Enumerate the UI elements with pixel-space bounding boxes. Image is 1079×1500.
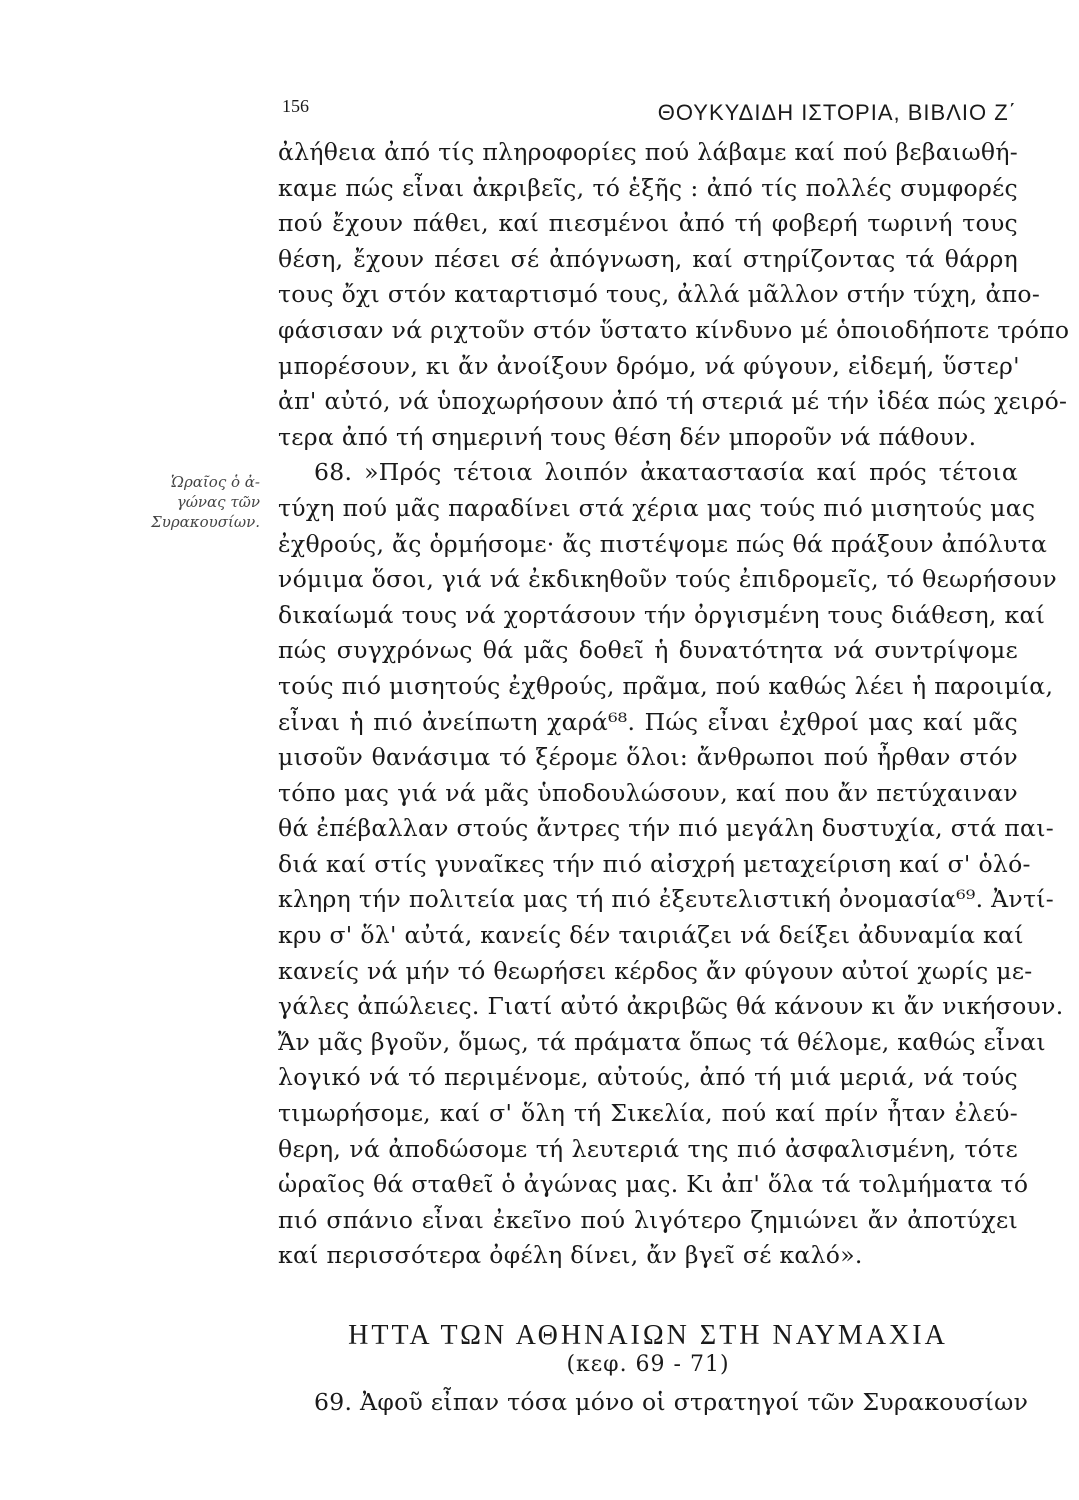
text-line: διά καί στίς γυναῖκες τήν πιό αἰσχρή μεταχείριση καί σ' ὁλό- [278,849,1031,878]
text-line: μπορέσουν, κι ἄν ἀνοίξουν δρόμο, νά φύγουν, εἰδεμή, ὕστερ' [278,351,1020,380]
text-line: θερη, νά ἀποδώσομε τή λευτεριά της πιό ἀσφαλισμένη, τότε [278,1134,1018,1163]
text-line: κανείς νά μήν τό θεωρήσει κέρδος ἄν φύγουν αὐτοί χωρίς με- [278,956,1033,985]
text-line: ἀπ' αὐτό, νά ὑποχωρήσουν ἀπό τή στεριά μέ τήν ἰδέα πώς χειρό- [278,387,1068,416]
margin-note-line: Ὡραῖος ὁ ἀ- [170,473,260,491]
text-line: κρυ σ' ὅλ' αὐτά, κανείς δέν ταιριάζει νά δείξει ἀδυναμία καί [278,921,1024,950]
text-line: φάσισαν νά ριχτοῦν στόν ὕστατο κίνδυνο μέ ὁποιοδήποτε τρόπο [278,315,1070,344]
margin-note-line: Συρακουσίων. [151,513,260,531]
body-text [278,135,1070,1274]
text-line: εἶναι ἡ πιό ἀνείπωτη χαρά⁶⁸. Πώς εἶναι ἐχθροί μας καί μᾶς [278,707,1018,736]
text-line: θέση, ἔχουν πέσει σέ ἀπόγνωση, καί στηρίζοντας τά θάρρη [278,244,1018,273]
margin-note [80,472,260,532]
running-head: ΘΟΥΚΥΔΙΔΗ ΙΣΤΟΡΙΑ, ΒΙΒΛΙΟ Ζ΄ [657,100,1017,125]
text-line: μισοῦν θανάσιμα τό ξέρομε ὅλοι: ἄνθρωποι πού ἦρθαν στόν [278,743,1018,772]
paragraph-start-line: 68. »Πρός τέτοια λοιπόν ἀκαταστασία καί πρός τέτοια [314,458,1018,487]
text-line: τους ὄχι στόν καταρτισμό τους, ἀλλά μᾶλλον στήν τύχη, ἀπο- [278,280,1041,309]
text-line: λογικό νά τό περιμένομε, αὐτούς, ἀπό τή μιά μεριά, νά τούς [278,1063,1018,1092]
next-paragraph [278,1385,1029,1421]
text-line: δικαίωμά τους νά χορτάσουν τήν ὀργισμένη τους διάθεση, καί [278,600,1046,629]
paragraph-start-line: 69. Ἀφοῦ εἶπαν τόσα μόνο οἱ στρατηγοί τῶν Συρακουσίων [314,1388,1029,1416]
section-title: ΗΤΤΑ ΤΩΝ ΑΘΗΝΑΙΩΝ ΣΤΗ ΝΑΥΜΑΧΙΑ [348,1320,948,1351]
text-line: πού ἔχουν πάθει, καί πιεσμένοι ἀπό τή φοβερή τωρινή τους [278,209,1018,238]
text-line: γάλες ἀπώλειες. Γιατί αὐτό ἀκριβῶς θά κάνουν κι ἄν νικήσουν. [278,992,1064,1021]
text-line: ἐχθρούς, ἄς ὁρμήσομε· ἄς πιστέψομε πώς θά πράξουν ἀπόλυτα [278,529,1048,558]
text-line: πιό σπάνιο εἶναι ἐκεῖνο πού λιγότερο ζημιώνει ἄν ἀποτύχει [278,1205,1018,1234]
page-header [282,96,1017,132]
margin-note-line: γώνας τῶν [176,493,260,511]
text-line: πώς συγχρόνως θά μᾶς δοθεῖ ἡ δυνατότητα νά συντρίψομε [278,636,1018,665]
text-line: κληρη τήν πολιτεία μας τή πιό ἐξευτελιστική ὀνομασία⁶⁹. Ἀντί- [278,885,1055,914]
page-number: 156 [282,96,309,116]
text-line: τύχη πού μᾶς παραδίνει στά χέρια μας τούς πιό μισητούς μας [278,493,1036,522]
text-line: καί περισσότερα ὀφέλη δίνει, ἄν βγεῖ σέ καλό». [278,1241,863,1270]
text-line: νόμιμα ὅσοι, γιά νά ἐκδικηθοῦν τούς ἐπιδρομεῖς, τό θεωρήσουν [278,565,1057,594]
section-subtitle: (κεφ. 69 - 71) [566,1352,730,1377]
text-line: ἀλήθεια ἀπό τίς πληροφορίες πού λάβαμε καί πού βεβαιωθή- [278,138,1018,166]
text-line: τόπο μας γιά νά μᾶς ὑποδουλώσουν, καί που ἄν πετύχαιναν [278,778,1018,807]
text-line: καμε πώς εἶναι ἀκριβεῖς, τό ἑξῆς : ἀπό τίς πολλές συμφορές [278,173,1018,202]
text-line: τερα ἀπό τή σημερινή τους θέση δέν μποροῦν νά πάθουν. [278,422,977,451]
text-line: τούς πιό μισητούς ἐχθρούς, πρᾶμα, πού καθώς λέει ἡ παροιμία, [278,671,1054,700]
text-line: θά ἐπέβαλλαν στούς ἄντρες τήν πιό μεγάλη δυστυχία, στά παι- [278,814,1054,843]
text-line: Ἄν μᾶς βγοῦν, ὅμως, τά πράματα ὅπως τά θέλομε, καθώς εἶναι [278,1027,1046,1056]
text-line: τιμωρήσομε, καί σ' ὅλη τή Σικελία, πού καί πρίν ἦταν ἐλεύ- [278,1099,1018,1128]
text-line: ὡραῖος θά σταθεῖ ὁ ἀγώνας μας. Κι ἀπ' ὅλα τά τολμήματα τό [278,1170,1029,1199]
